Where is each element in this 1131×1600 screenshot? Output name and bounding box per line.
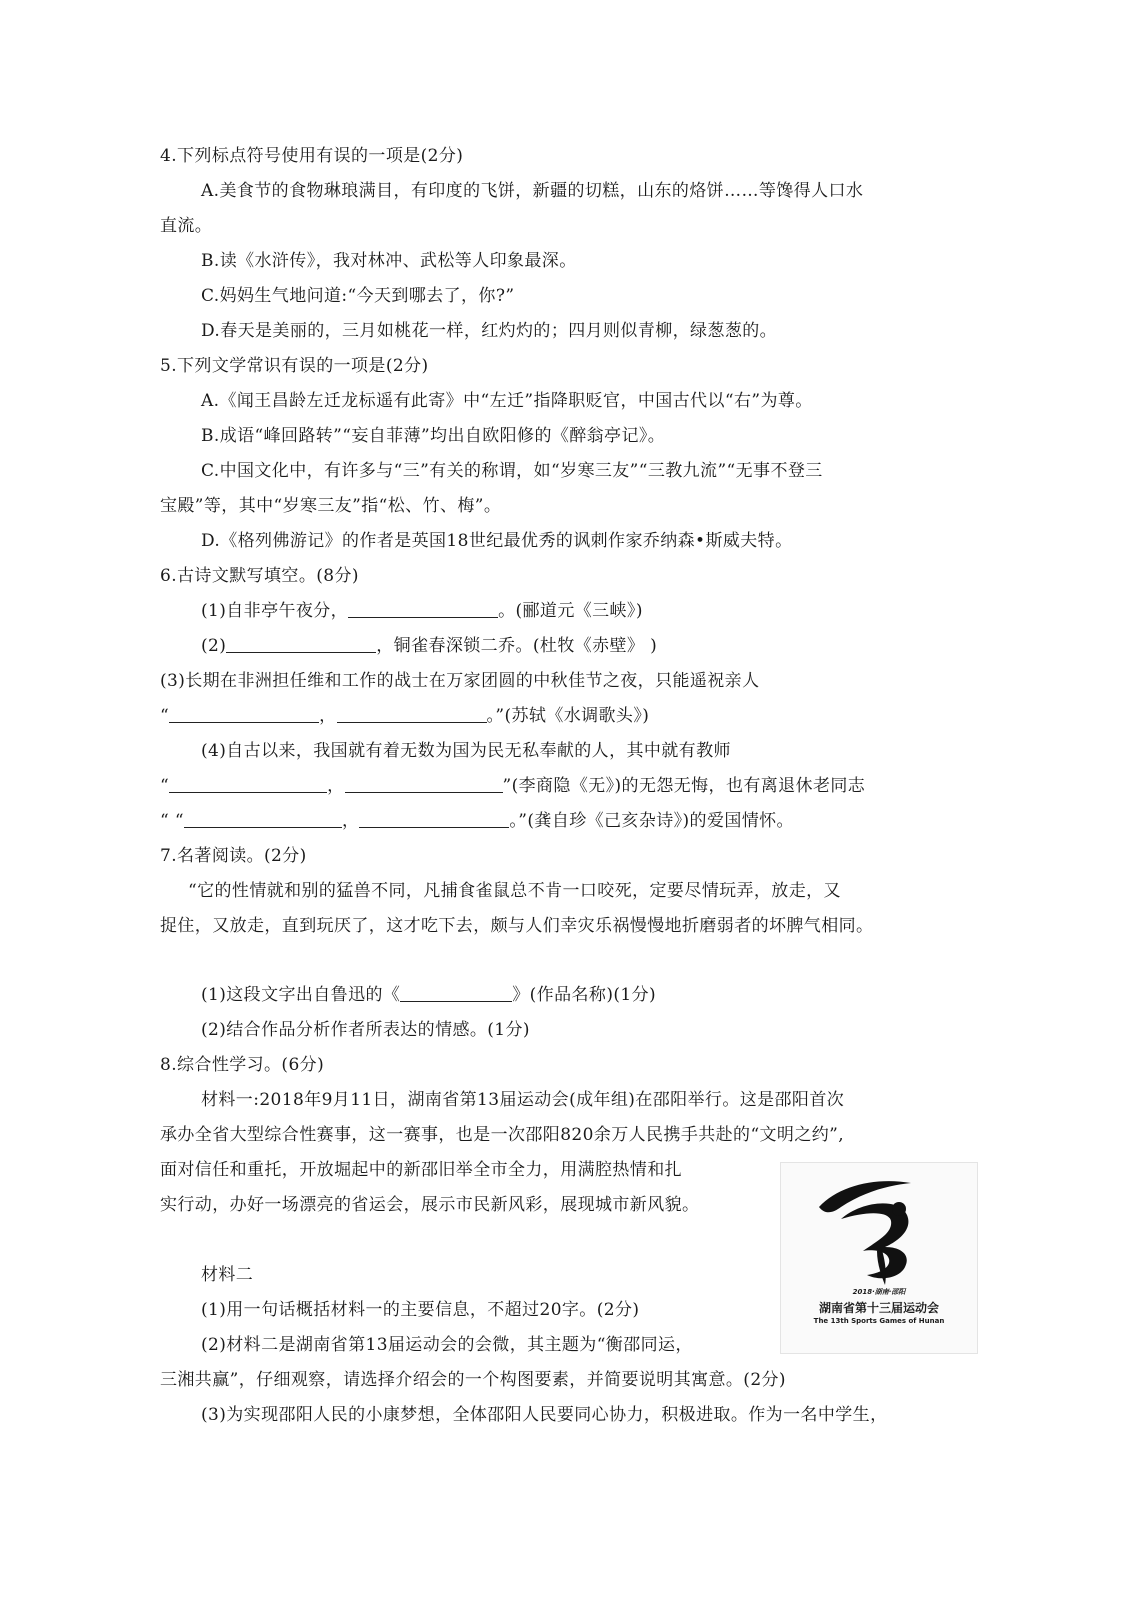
q6-item-4-blanks-b xyxy=(160,806,794,831)
q6-item-4-blanks-a xyxy=(160,771,865,796)
q6-item-1-prefix: (1)自非亭午夜分， xyxy=(201,601,349,621)
q8-sub-2-line-2: 三湘共赢”，仔细观察，请选择介绍会的一个构图要素，并简要说明其寓意。(2分) xyxy=(160,1370,786,1390)
brush-dot xyxy=(892,1202,906,1216)
q8-title: 8.综合性学习。(6分) xyxy=(160,1055,325,1075)
q6-item-1-suffix: 。(郦道元《三峡》) xyxy=(498,601,643,621)
q7-sub-1-suffix: 》(作品名称)(1分) xyxy=(512,985,657,1005)
q6-item-3-text: (3)长期在非洲担任维和工作的战士在万家团圆的中秋佳节之夜，只能遥祝亲人 xyxy=(160,671,760,691)
q4-option-c: C.妈妈生气地问道:“今天到哪去了，你?” xyxy=(201,286,515,306)
comma: ， xyxy=(342,811,360,831)
q7-quote-line-2: 捉住，又放走，直到玩厌了，这才吃下去，颇与人们幸灾乐祸慢慢地折磨弱者的坏脾气相同。 xyxy=(160,916,874,936)
open-quote: “ xyxy=(160,776,170,796)
games-emblem xyxy=(780,1162,978,1354)
answer-blank[interactable] xyxy=(184,809,342,828)
q5-option-b: B.成语“峰回路转”“妄自菲薄”均出自欧阳修的《醉翁亭记》。 xyxy=(201,426,666,446)
q6-item-4-text: (4)自古以来，我国就有着无数为国为民无私奉献的人，其中就有教师 xyxy=(201,741,731,761)
comma: ， xyxy=(327,776,345,796)
q5-option-a: A.《闻王昌龄左迁龙标遥有此寄》中“左迁”指降职贬官，中国古代以“右”为尊。 xyxy=(201,391,813,411)
emblem-top-text: 2018·湖南·邵阳 xyxy=(852,1288,906,1296)
q8-sub-2-line-1: (2)材料二是湖南省第13届运动会的会微，其主题为“衡邵同运， xyxy=(201,1335,693,1355)
q8-sub-3: (3)为实现邵阳人民的小康梦想，全体邵阳人民要同心协力，积极进取。作为一名中学生， xyxy=(201,1405,888,1425)
q4-option-a: A.美食节的食物琳琅满目，有印度的飞饼，新疆的切糕，山东的烙饼……等馋得人口水 xyxy=(201,181,864,201)
open-quote: “ “ xyxy=(160,811,184,831)
emblem-brush-mark xyxy=(781,1163,977,1293)
q7-sub-1 xyxy=(201,980,656,1005)
q7-sub-2: (2)结合作品分析作者所表达的情感。(1分) xyxy=(201,1020,530,1040)
q7-quote-line-1: “它的性情就和别的猛兽不同，凡捕食雀鼠总不肯一口咬死，定要尽情玩弄，放走，又 xyxy=(188,881,841,901)
emblem-english-name: The 13th Sports Games of Hunan xyxy=(813,1317,945,1325)
q8-sub-1: (1)用一句话概括材料一的主要信息，不超过20字。(2分) xyxy=(201,1300,640,1320)
q5-option-c: C.中国文化中，有许多与“三”有关的称谓，如“岁寒三友”“三教九流”“无事不登三 xyxy=(201,461,823,481)
q7-sub-1-prefix: (1)这段文字出自鲁迅的《 xyxy=(201,985,401,1005)
q6-item-4-suffix-a: ”(李商隐《无》)的无怨无悔，也有离退休老同志 xyxy=(502,776,866,796)
q6-item-2-prefix: (2) xyxy=(201,636,227,656)
q4-option-b: B.读《水浒传》，我对林冲、武松等人印象最深。 xyxy=(201,251,577,271)
q7-title: 7.名著阅读。(2分) xyxy=(160,846,307,866)
answer-blank[interactable] xyxy=(169,774,327,793)
emblem-chinese-name: 湖南省第十三届运动会 xyxy=(818,1301,939,1315)
comma: ， xyxy=(319,706,337,726)
q5-title: 5.下列文学常识有误的一项是(2分) xyxy=(160,356,429,376)
answer-blank[interactable] xyxy=(226,634,376,653)
q8-material-1-line-2: 承办全省大型综合性赛事，这一赛事，也是一次邵阳820余万人民携手共赴的“文明之约”, xyxy=(160,1125,845,1145)
q4-option-a-cont: 直流。 xyxy=(160,216,213,236)
open-quote: “ xyxy=(160,706,170,726)
q4-title: 4.下列标点符号使用有误的一项是(2分) xyxy=(160,146,464,166)
answer-blank[interactable] xyxy=(337,704,487,723)
q6-item-4-suffix-b: 。”(龚自珍《己亥杂诗》)的爱国情怀。 xyxy=(509,811,794,831)
answer-blank[interactable] xyxy=(348,599,498,618)
q8-material-1-line-4: 实行动，办好一场漂亮的省运会，展示市民新风彩，展现城市新风貌。 xyxy=(160,1195,700,1215)
q5-option-c-cont: 宝殿”等，其中“岁寒三友”指“松、竹、梅”。 xyxy=(160,496,502,516)
q6-item-3-blanks xyxy=(160,701,649,726)
q6-item-3-suffix: 。”(苏轼《水调歌头》) xyxy=(486,706,650,726)
q6-item-2-suffix: ，铜雀春深锁二乔。(杜牧《赤壁》 ) xyxy=(376,636,658,656)
q4-option-d: D.春天是美丽的，三月如桃花一样，红灼灼的；四月则似青柳，绿葱葱的。 xyxy=(201,321,778,341)
q6-item-2 xyxy=(201,631,657,656)
answer-blank[interactable] xyxy=(359,809,509,828)
answer-blank[interactable] xyxy=(400,983,512,1002)
q6-item-1 xyxy=(201,596,643,621)
q8-material-1-line-3: 面对信任和重托，开放堀起中的新邵旧举全市全力，用满腔热情和扎 xyxy=(160,1160,682,1180)
q8-material-2-label: 材料二 xyxy=(201,1265,254,1285)
q6-title: 6.古诗文默写填空。(8分) xyxy=(160,566,359,586)
q5-option-d: D.《格列佛游记》的作者是英国18世纪最优秀的讽刺作家乔纳森•斯威夫特。 xyxy=(201,531,793,551)
answer-blank[interactable] xyxy=(169,704,319,723)
answer-blank[interactable] xyxy=(345,774,503,793)
q8-material-1-line-1: 材料一:2018年9月11日，湖南省第13届运动会(成年组)在邵阳举行。这是邵阳首次 xyxy=(201,1090,845,1110)
